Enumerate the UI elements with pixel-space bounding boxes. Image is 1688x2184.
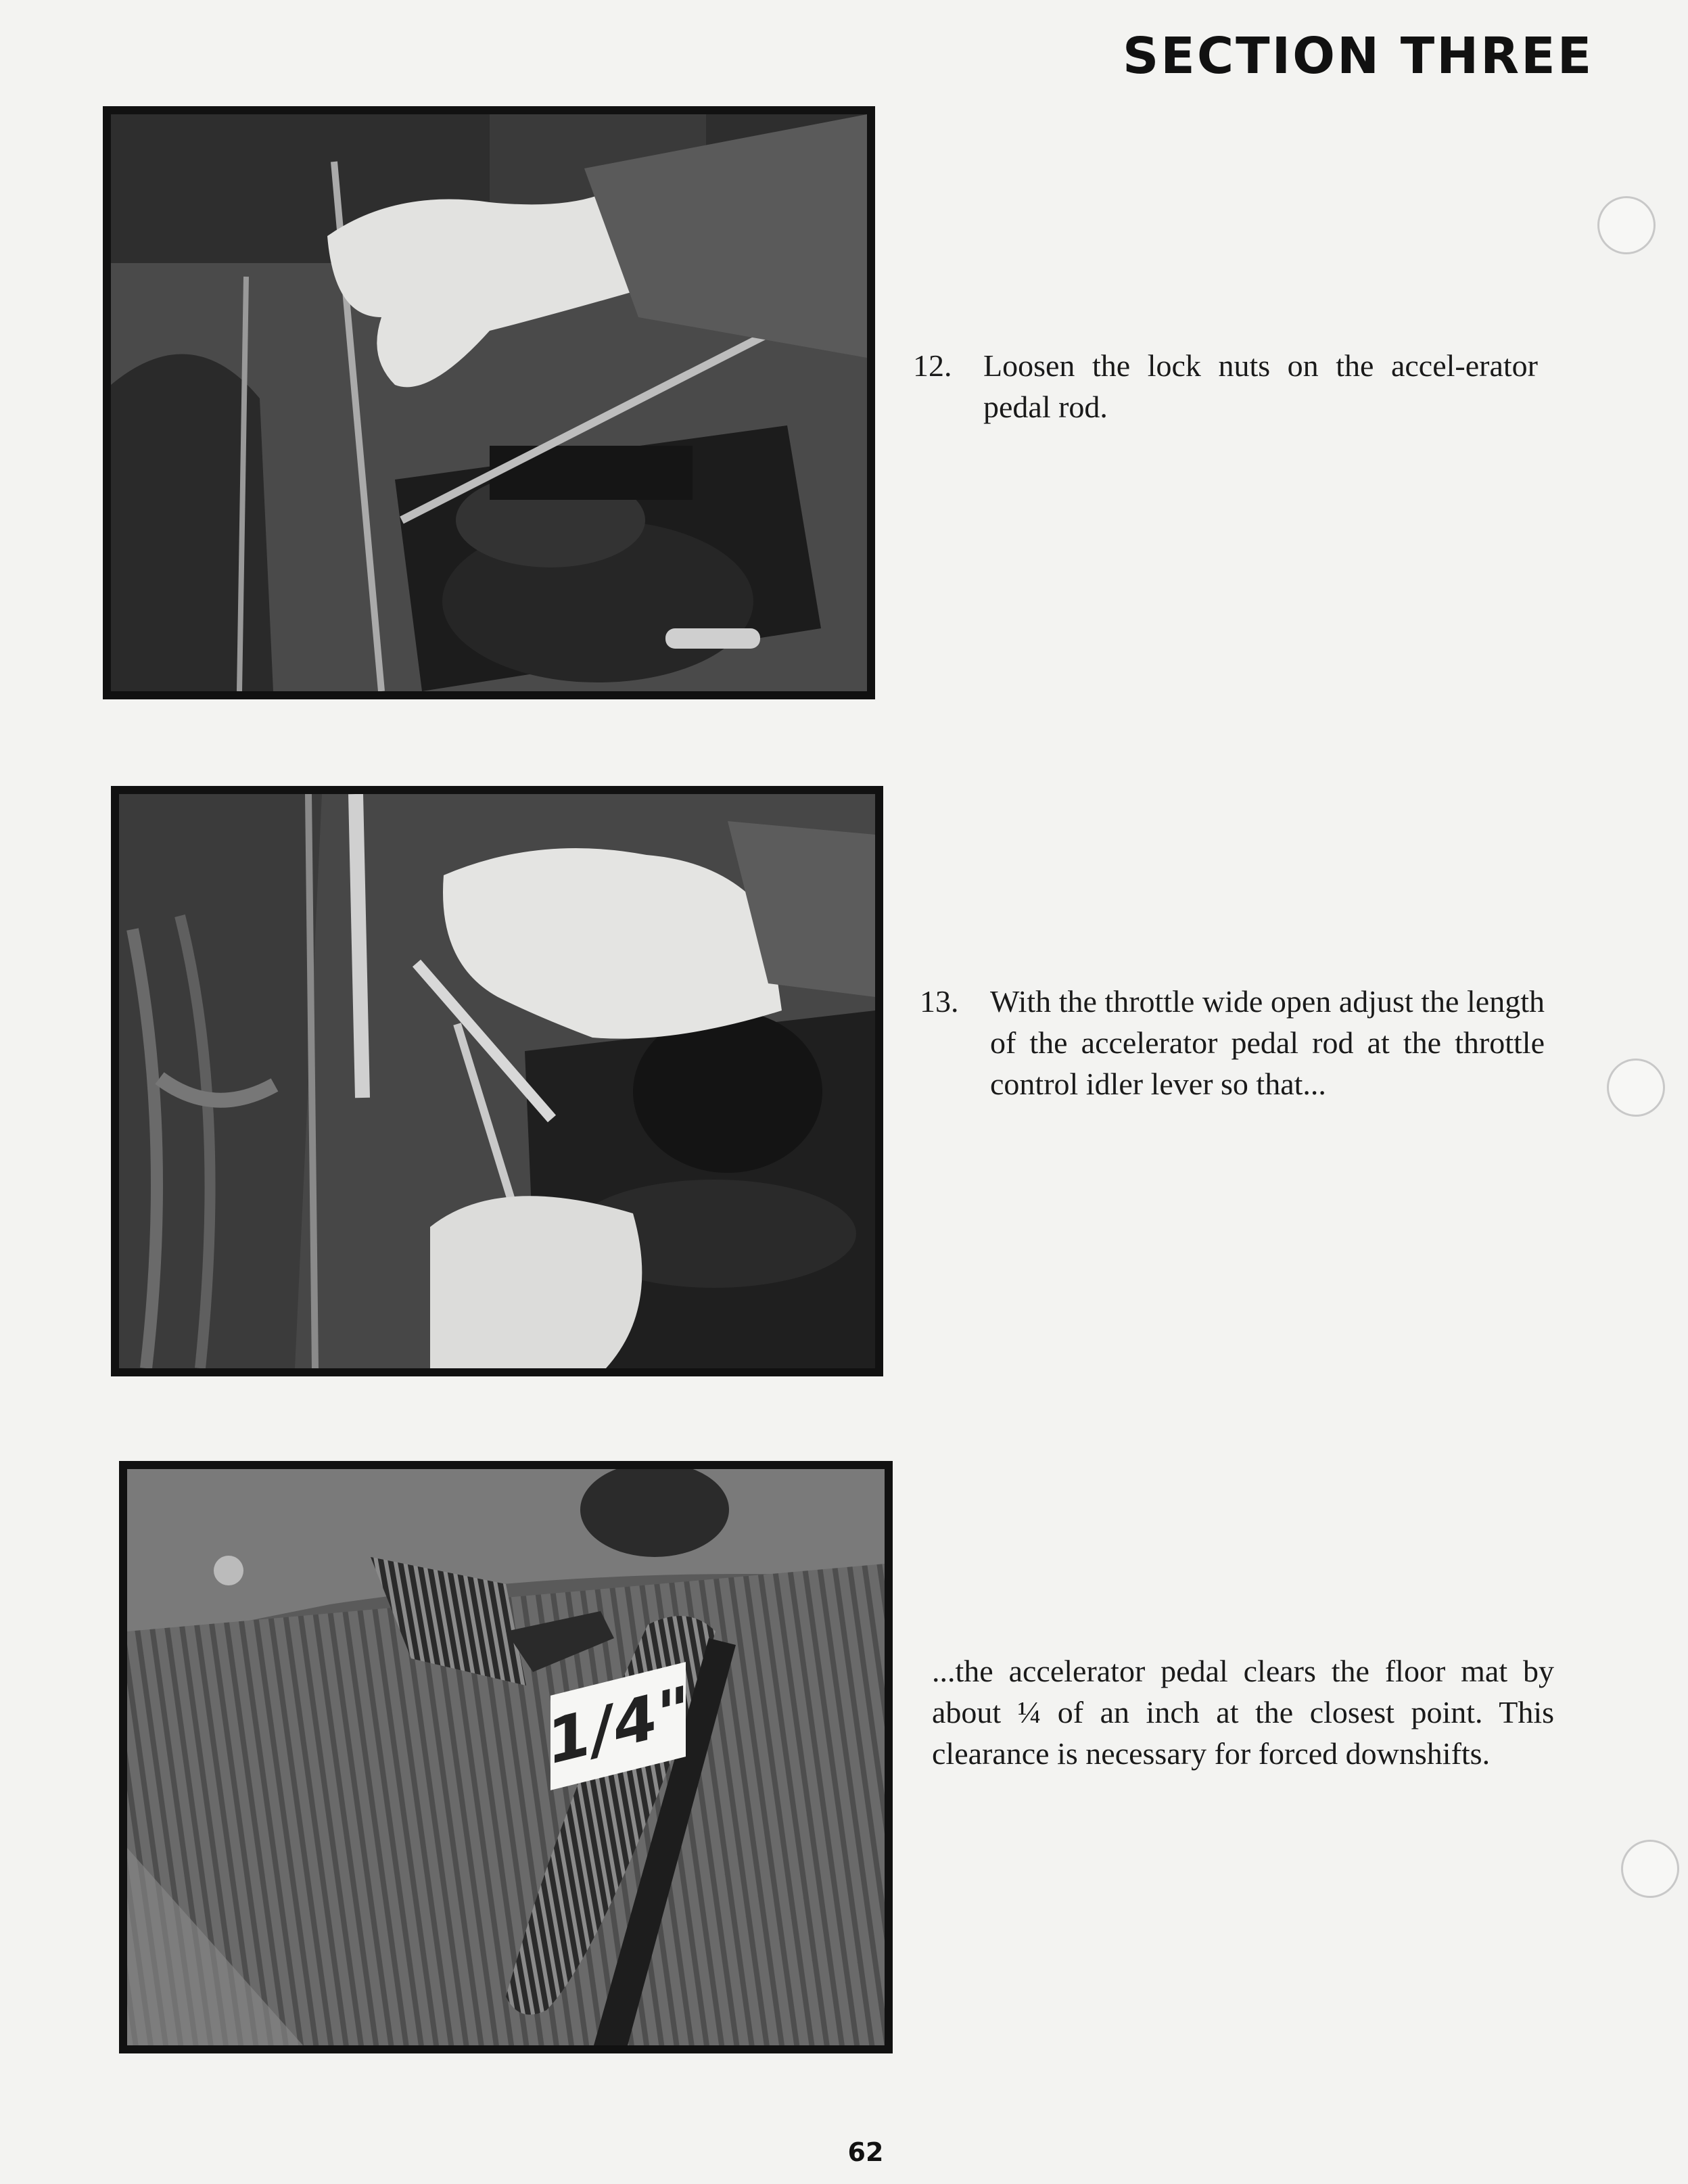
photo-adjust-rod-length [111, 786, 883, 1376]
photo-pedal-clearance [119, 1461, 893, 2053]
photo-loosen-lock-nuts [103, 106, 875, 699]
punch-hole [1621, 1840, 1679, 1898]
punch-hole [1607, 1059, 1665, 1117]
step-text: ...the accelerator pedal clears the floor mat by about ¼ of an inch at the closest point. This clearance is necessary for forced downshifts. [932, 1654, 1554, 1771]
step-13 [920, 981, 1549, 1157]
step-12 [913, 345, 1542, 440]
punch-hole [1597, 196, 1656, 254]
step-text: With the throttle wide open adjust the length of the accelerator pedal rod at the throttle control idler lever so that... [990, 984, 1545, 1101]
step-text: Loosen the lock nuts on the accel-erator pedal rod. [983, 348, 1538, 424]
section-title: SECTION THREE [1123, 27, 1594, 85]
clearance-label-text: 1/4" [547, 1671, 689, 1780]
page-number: 62 [847, 2137, 884, 2167]
step-number: 13. [920, 984, 959, 1019]
step-continuation [932, 1650, 1554, 1826]
step-number: 12. [913, 348, 952, 383]
